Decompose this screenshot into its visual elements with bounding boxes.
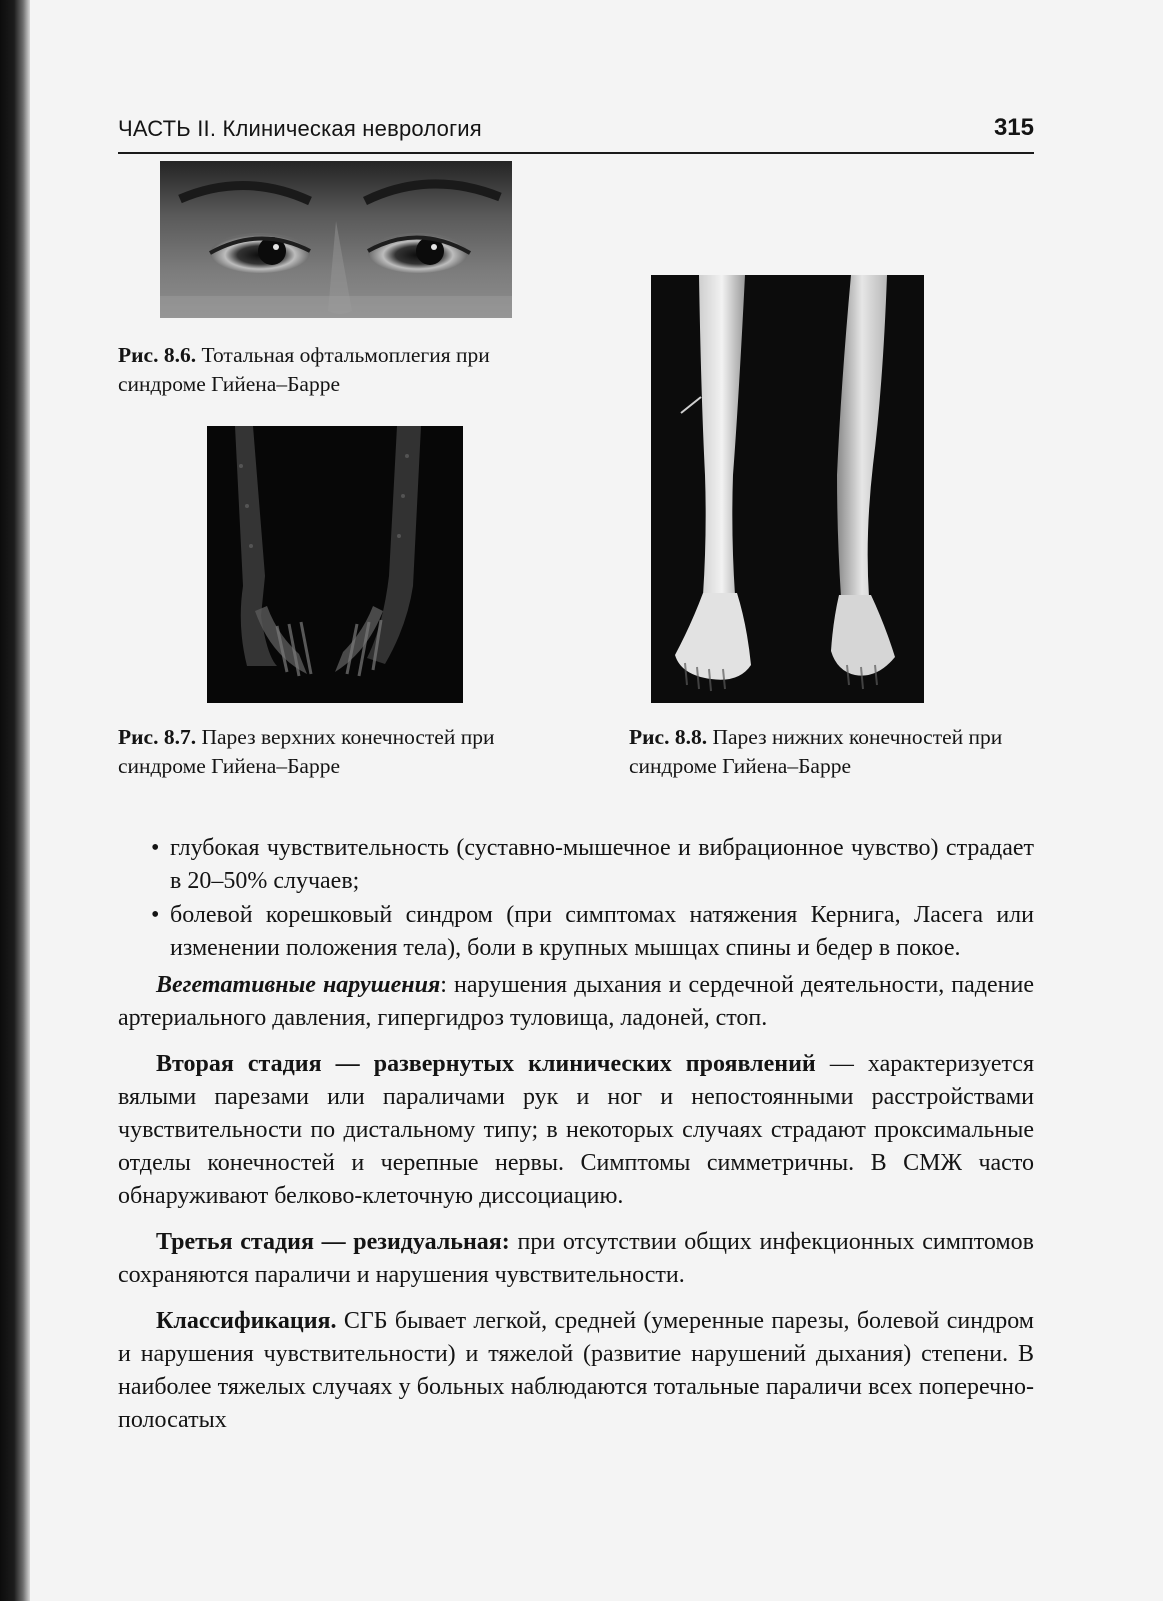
paragraph-text: — характеризуется вялыми парезами или параличами рук и ног и непостоянными расстройствами чувствительности по дистальному типу; в некоторых случаях страдают проксимальные отделы конечностей и черепные нервы. Симптомы симметричны. В СМЖ часто обнаруживают белково-клеточную диссоциацию. xyxy=(118,1051,1034,1209)
running-title: ЧАСТЬ II. Клиническая неврология xyxy=(118,116,482,141)
paragraph-lead: Вторая стадия — развернутых клинических проявлений xyxy=(156,1051,816,1077)
page-header xyxy=(118,116,1034,154)
symptom-list xyxy=(118,832,1034,965)
paragraph-lead: Третья стадия — резидуальная: xyxy=(156,1229,510,1255)
body-text xyxy=(118,832,1034,1437)
paragraph-classification xyxy=(118,1305,1034,1437)
figure-8-6-caption xyxy=(118,341,568,399)
figure-8-6-text: Тотальная офтальмоплегия при синдроме Гийена–Барре xyxy=(118,343,490,396)
page-number: 315 xyxy=(993,114,1034,141)
paragraph-second-stage xyxy=(118,1048,1034,1213)
figure-8-8-photo xyxy=(651,275,924,703)
paragraph-text: : нарушения дыхания и сердечной деятельности, падение артериального давления, гипергидроз туловища, ладоней, стоп. xyxy=(118,972,1035,1031)
figure-8-8-caption xyxy=(629,723,1035,781)
paragraph-text: при отсутствии общих инфекционных симптомов сохраняются параличи и нарушения чувствительности. xyxy=(118,1229,1034,1288)
figure-8-6-label: Рис. 8.6. xyxy=(118,343,197,367)
figure-8-7-caption xyxy=(118,723,568,781)
eyes-photo-image xyxy=(160,161,512,318)
figure-8-7-text: Парез верхних конечностей при синдроме Гийена–Барре xyxy=(118,725,495,778)
list-item: • болевой корешковый синдром (при симптомах натяжения Кернига, Ласега или изменении положения тела), боли в крупных мышцах спины и бедер в покое. xyxy=(170,899,1034,965)
list-item: • глубокая чувствительность (суставно-мышечное и вибрационное чувство) страдает в 20–50% случаев; xyxy=(170,832,1034,898)
hands-photo-image xyxy=(207,426,463,703)
figure-8-8-label: Рис. 8.8. xyxy=(629,725,708,749)
paragraph-lead: Классификация. xyxy=(156,1308,337,1334)
paragraph-text: СГБ бывает легкой, средней (умеренные парезы, болевой синдром и нарушения чувствительности) и тяжелой (развитие нарушений дыхания) степени. В наиболее тяжелых случаях у больных наблюдаются тотальные параличи всех поперечно-полосатых xyxy=(118,1308,1034,1433)
paragraph-third-stage xyxy=(118,1226,1034,1292)
figure-8-6-photo xyxy=(160,161,512,318)
paragraph-vegetative xyxy=(118,969,1034,1035)
page-binding-edge xyxy=(0,0,30,1601)
figure-8-7-photo xyxy=(207,426,463,703)
paragraph-lead: Вегетативные нарушения xyxy=(156,972,441,998)
figure-8-7-label: Рис. 8.7. xyxy=(118,725,197,749)
legs-photo-image xyxy=(651,275,924,703)
figure-8-8-text: Парез нижних конечностей при синдроме Гийена–Барре xyxy=(629,725,1003,778)
